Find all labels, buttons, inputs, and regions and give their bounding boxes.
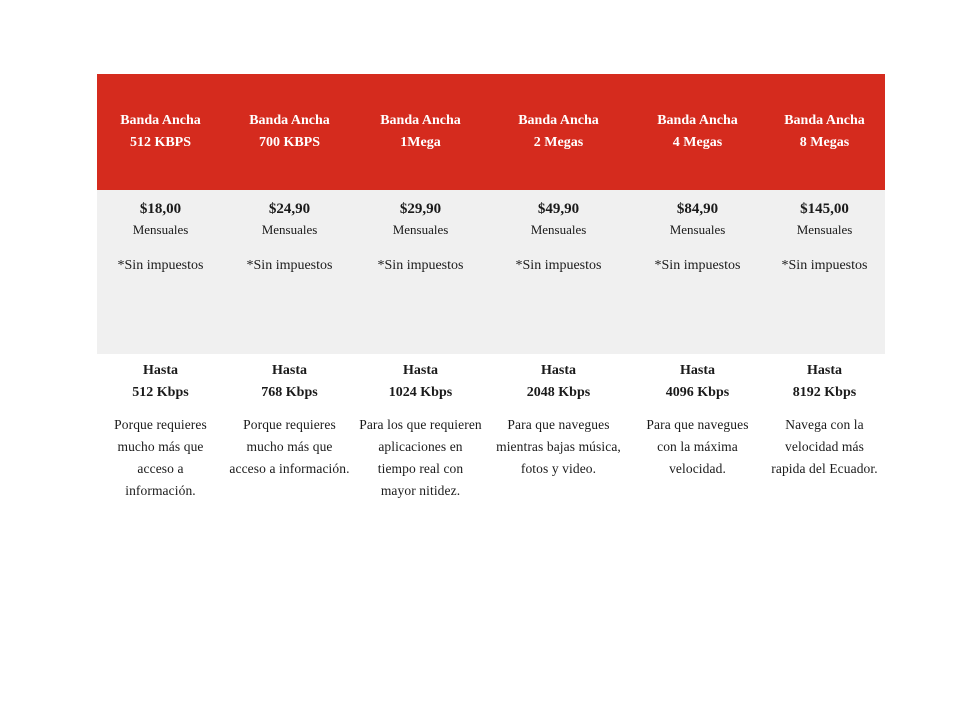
plan-period: Mensuales [132, 222, 189, 237]
plan-speed: 2048 Kbps [526, 385, 591, 400]
tax-note: *Sin impuestos [117, 258, 204, 273]
plan-speed: 512 Kbps [132, 385, 189, 400]
plan-title: Banda Ancha [120, 113, 201, 128]
plan-period: Mensuales [392, 222, 449, 237]
speed-label: Hasta [143, 363, 178, 378]
plan-title: Banda Ancha [518, 113, 599, 128]
plan-subtitle: 8 Megas [799, 135, 850, 150]
plan-description: Para que navegues mientras bajas música, fotos y video. [496, 417, 621, 476]
plan-price-row [97, 190, 885, 354]
plan-speed-cell [224, 354, 355, 502]
plan-description: Para los que requieren aplicaciones en tiempo real con mayor nitidez. [359, 417, 482, 498]
plan-price-cell [355, 190, 486, 354]
plans-comparison-table [97, 74, 885, 502]
plan-price-cell [224, 190, 355, 354]
plan-header-row [97, 74, 885, 190]
plan-price: $18,00 [139, 201, 182, 217]
plan-speed-cell [486, 354, 631, 502]
plan-header-cell [764, 74, 885, 190]
plan-price: $84,90 [676, 201, 719, 217]
plan-subtitle: 1Mega [400, 135, 441, 150]
plan-price: $145,00 [800, 201, 849, 217]
plan-price-cell [631, 190, 764, 354]
tax-note: *Sin impuestos [781, 258, 868, 273]
plan-header-cell [486, 74, 631, 190]
speed-label: Hasta [807, 363, 842, 378]
plan-speed-cell [97, 354, 224, 502]
plan-price: $49,90 [537, 201, 580, 217]
plan-description: Porque requieres mucho más que acceso a información. [114, 417, 207, 498]
plan-subtitle: 512 KBPS [129, 135, 192, 150]
plan-title: Banda Ancha [380, 113, 461, 128]
plan-subtitle: 2 Megas [533, 135, 584, 150]
plan-price-cell [97, 190, 224, 354]
plan-header-cell [631, 74, 764, 190]
plan-period: Mensuales [261, 222, 318, 237]
plan-price: $29,90 [399, 201, 442, 217]
plan-title: Banda Ancha [657, 113, 738, 128]
plan-description: Porque requieres mucho más que acceso a información. [229, 417, 350, 476]
plan-price: $24,90 [268, 201, 311, 217]
plan-speed: 768 Kbps [261, 385, 318, 400]
plan-header-cell [355, 74, 486, 190]
plan-period: Mensuales [796, 222, 853, 237]
plan-price-cell [486, 190, 631, 354]
plan-header-cell [97, 74, 224, 190]
plan-description: Para que navegues con la máxima velocidad. [646, 417, 749, 476]
plan-speed-cell [631, 354, 764, 502]
plan-price-cell [764, 190, 885, 354]
plan-speed-cell [764, 354, 885, 502]
plan-period: Mensuales [530, 222, 587, 237]
tax-note: *Sin impuestos [515, 258, 602, 273]
speed-label: Hasta [403, 363, 438, 378]
plan-speed: 1024 Kbps [388, 385, 453, 400]
plan-description: Navega con la velocidad más rapida del Ecuador. [771, 417, 878, 476]
speed-label: Hasta [541, 363, 576, 378]
plan-speed-row [97, 354, 885, 502]
plan-speed: 4096 Kbps [665, 385, 730, 400]
plan-subtitle: 700 KBPS [258, 135, 321, 150]
plan-title: Banda Ancha [784, 113, 865, 128]
tax-note: *Sin impuestos [377, 258, 464, 273]
speed-label: Hasta [680, 363, 715, 378]
plan-speed: 8192 Kbps [792, 385, 857, 400]
plan-subtitle: 4 Megas [672, 135, 723, 150]
plan-header-cell [224, 74, 355, 190]
speed-label: Hasta [272, 363, 307, 378]
tax-note: *Sin impuestos [654, 258, 741, 273]
plan-title: Banda Ancha [249, 113, 330, 128]
plan-speed-cell [355, 354, 486, 502]
plan-period: Mensuales [669, 222, 726, 237]
tax-note: *Sin impuestos [246, 258, 333, 273]
